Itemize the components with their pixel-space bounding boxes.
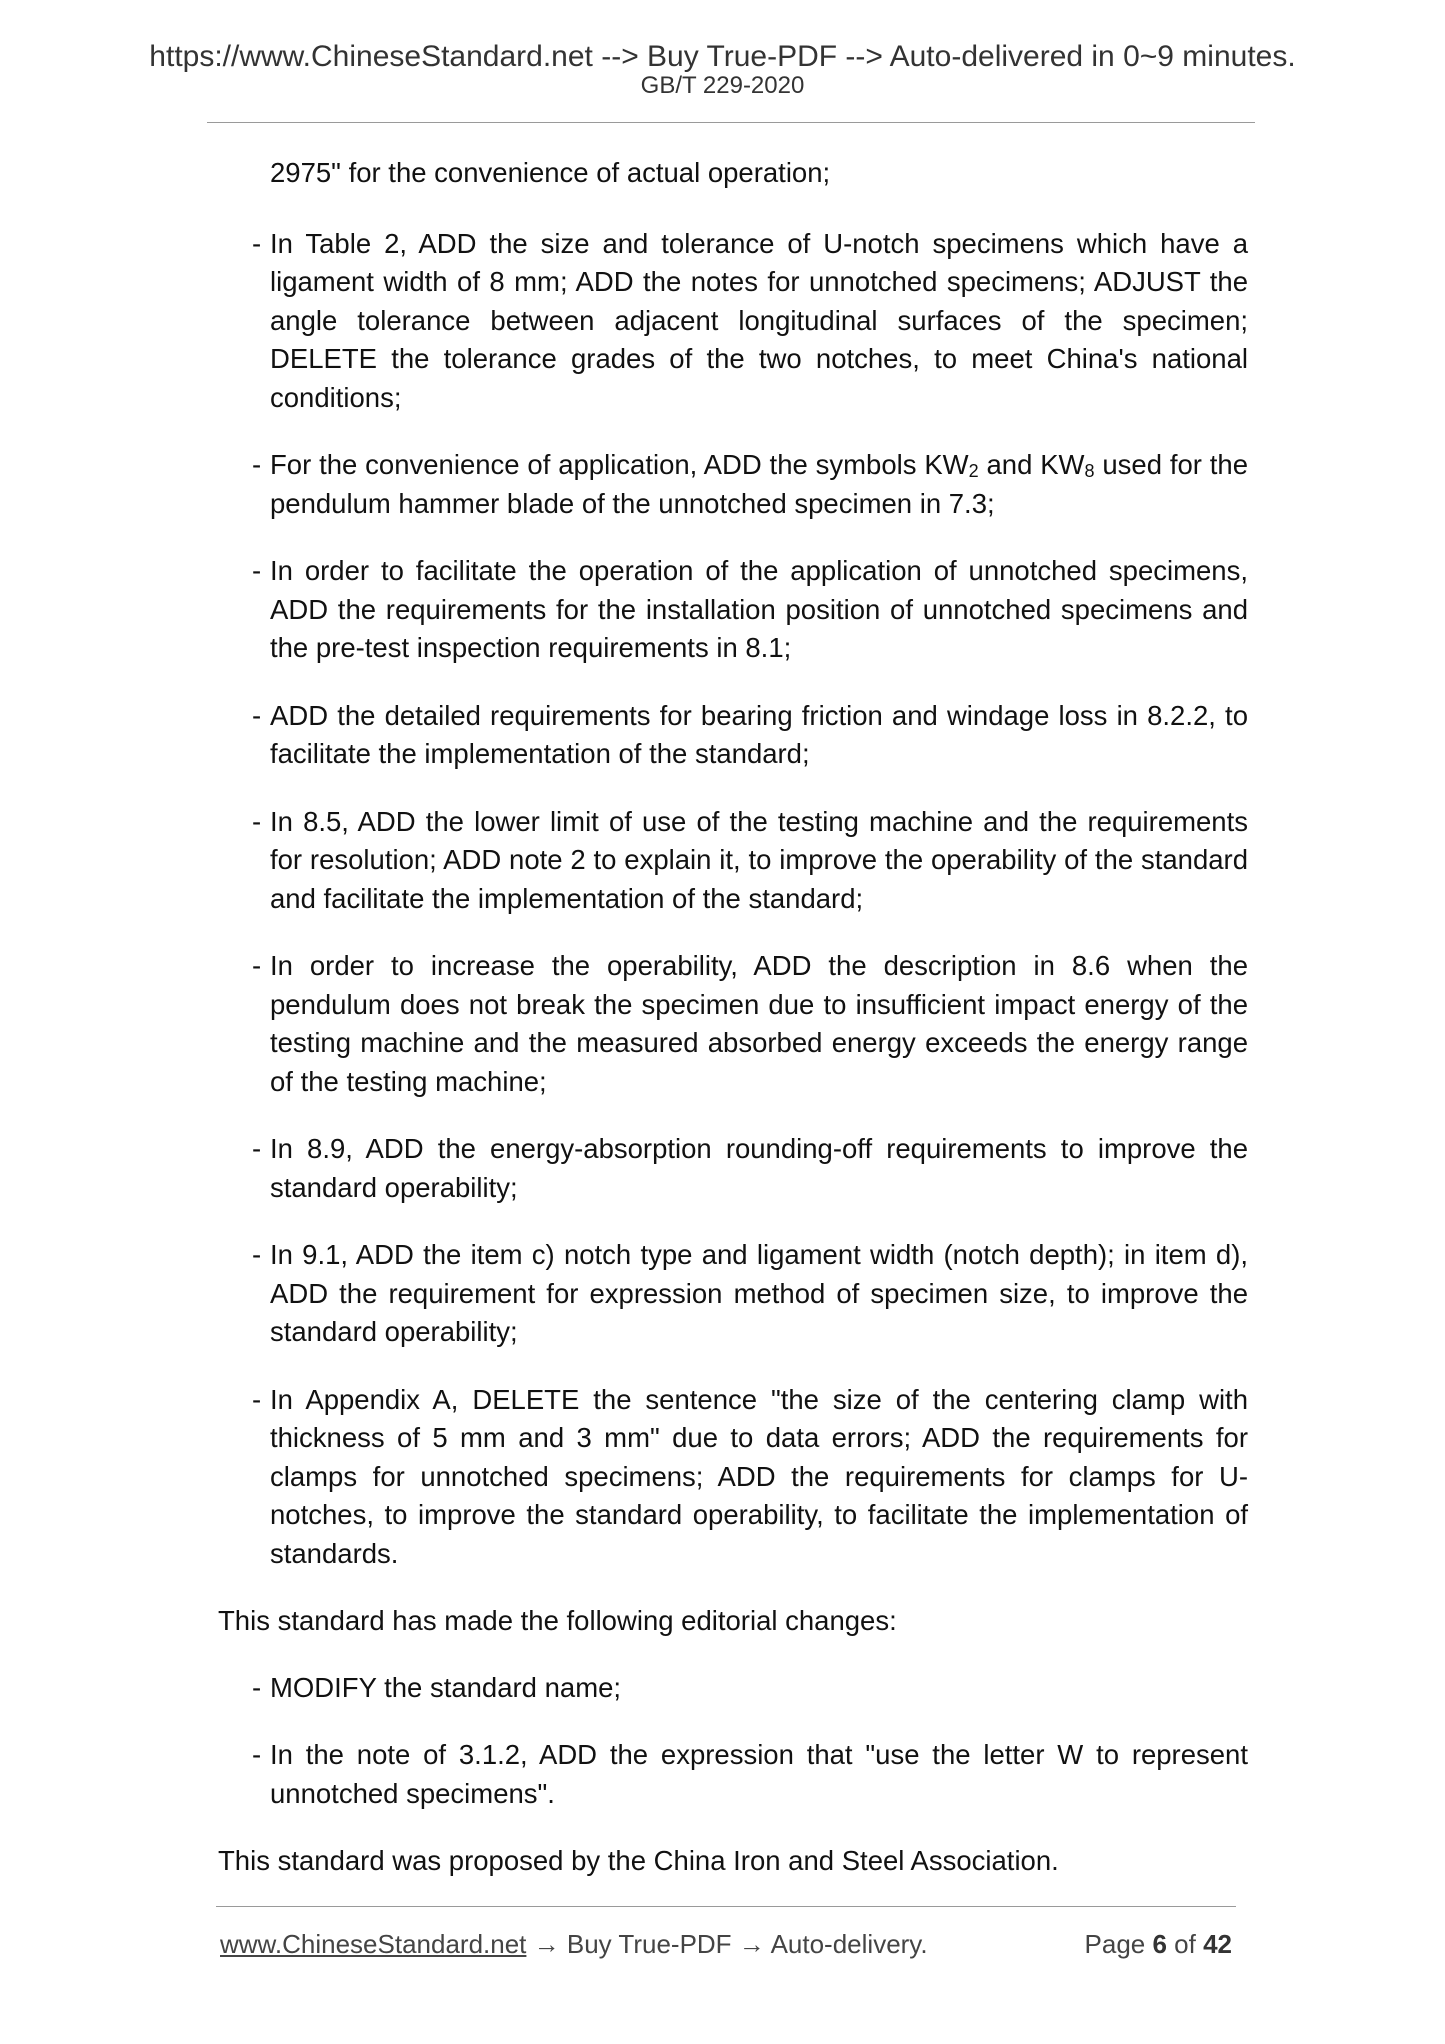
list-item-text: In Table 2, ADD the size and tolerance of U-notch specimens which have a ligament width of 8 mm; ADD the notes for unnotched specimens; ADJUST the angle tolerance between adjacent longitudinal surfaces of the specimen; DELETE the tolerance grades of the two notches, to meet China's national conditions;: [270, 227, 1248, 413]
list-item-text: ADD the detailed requirements for bearing friction and windage loss in 8.2.2, to facilitate the implementation of the standard;: [270, 699, 1248, 769]
list-item-text: In the note of 3.1.2, ADD the expression that "use the letter W to represent unnotched specimens".: [270, 1739, 1248, 1809]
page-prefix: Page: [1084, 1929, 1153, 1959]
list-item-text: In order to facilitate the operation of the application of unnotched specimens, ADD the requirements for the installation position of unnotched specimens and the pre-test inspection requirements in 8.1;: [270, 555, 1248, 663]
footer-tagline: → Buy True-PDF → Auto-delivery.: [526, 1929, 928, 1959]
footer-site-link[interactable]: www.ChineseStandard.net: [220, 1929, 527, 1959]
list-item-text-after: used for the pendulum hammer blade of the unnotched specimen in 7.3;: [270, 449, 1249, 519]
list-item-text: In order to increase the operability, ADD the description in 8.6 when the pendulum does not break the specimen due to insufficient impact energy of the testing machine and the measured absorbed energy exceeds the energy range of the testing machine;: [270, 950, 1248, 1097]
list-item-text: In Appendix A, DELETE the sentence "the size of the centering clamp with thickness of 5 mm and 3 mm" due to data errors; ADD the requirements for clamps for unnotched specimens; ADD the requirements for clamps for U-notches, to improve the standard operability, to facilitate the implementation of standards.: [270, 1383, 1248, 1569]
list-item: [218, 1130, 1248, 1207]
list-item-text: In 9.1, ADD the item c) notch type and ligament width (notch depth); in item d), ADD the requirement for expression method of specimen size, to improve the standard operability;: [270, 1239, 1248, 1347]
list-item: [218, 1736, 1248, 1813]
dash-bullet: -: [252, 1133, 262, 1164]
list-item-text: In 8.9, ADD the energy-absorption rounding-off requirements to improve the standard operability;: [270, 1133, 1248, 1203]
footer-left: [220, 1928, 928, 1960]
dash-bullet: -: [252, 805, 262, 837]
page-of: of: [1166, 1929, 1204, 1959]
list-item-text: In 8.5, ADD the lower limit of use of the testing machine and the requirements for resolution; ADD note 2 to explain it, to improve the operability of the standard and facilitate the implementation of the standard;: [270, 805, 1248, 914]
page-indicator: [1085, 1928, 1232, 1960]
document-id: GB/T 229-2020: [640, 72, 805, 99]
list-item: [218, 1381, 1248, 1574]
dash-bullet: -: [252, 699, 262, 731]
technical-changes-list: [218, 225, 1248, 1574]
dash-bullet: -: [252, 555, 262, 586]
list-item: [218, 1236, 1248, 1352]
dash-bullet: -: [252, 1671, 262, 1703]
list-item-text-before: For the convenience of application, ADD the symbols KW: [270, 449, 969, 480]
dash-bullet: -: [252, 1239, 262, 1270]
continuation-line: 2975" for the convenience of actual operation;: [270, 157, 831, 188]
page-total: 42: [1203, 1929, 1232, 1959]
subscript-8: 8: [1084, 461, 1095, 481]
page-number: 6: [1152, 1929, 1167, 1959]
dash-bullet: -: [252, 1383, 262, 1415]
editorial-intro: This standard has made the following editorial changes:: [218, 1605, 897, 1636]
page-content: [218, 154, 1248, 1909]
dash-bullet: -: [252, 950, 262, 981]
proposed-by-paragraph: This standard was proposed by the China Iron and Steel Association.: [218, 1845, 1059, 1876]
editorial-changes-list: [218, 1669, 1248, 1814]
list-item: [218, 947, 1248, 1101]
dash-bullet: -: [252, 227, 262, 259]
list-item: [218, 1669, 1248, 1708]
list-item-text: MODIFY the standard name;: [270, 1671, 622, 1703]
dash-bullet: -: [252, 1739, 262, 1770]
footer-rule: [216, 1906, 1236, 1907]
list-item: [218, 552, 1248, 668]
list-item-text-mid: and KW: [978, 449, 1085, 480]
header-banner[interactable]: https://www.ChineseStandard.net --> Buy True-PDF --> Auto-delivered in 0~9 minutes.: [149, 40, 1296, 73]
list-item: [218, 446, 1248, 523]
list-item: [218, 225, 1248, 418]
dash-bullet: -: [252, 449, 262, 480]
header-rule: [207, 122, 1255, 123]
list-item: [218, 697, 1248, 774]
subscript-2: 2: [968, 461, 979, 481]
list-item: [218, 803, 1248, 919]
